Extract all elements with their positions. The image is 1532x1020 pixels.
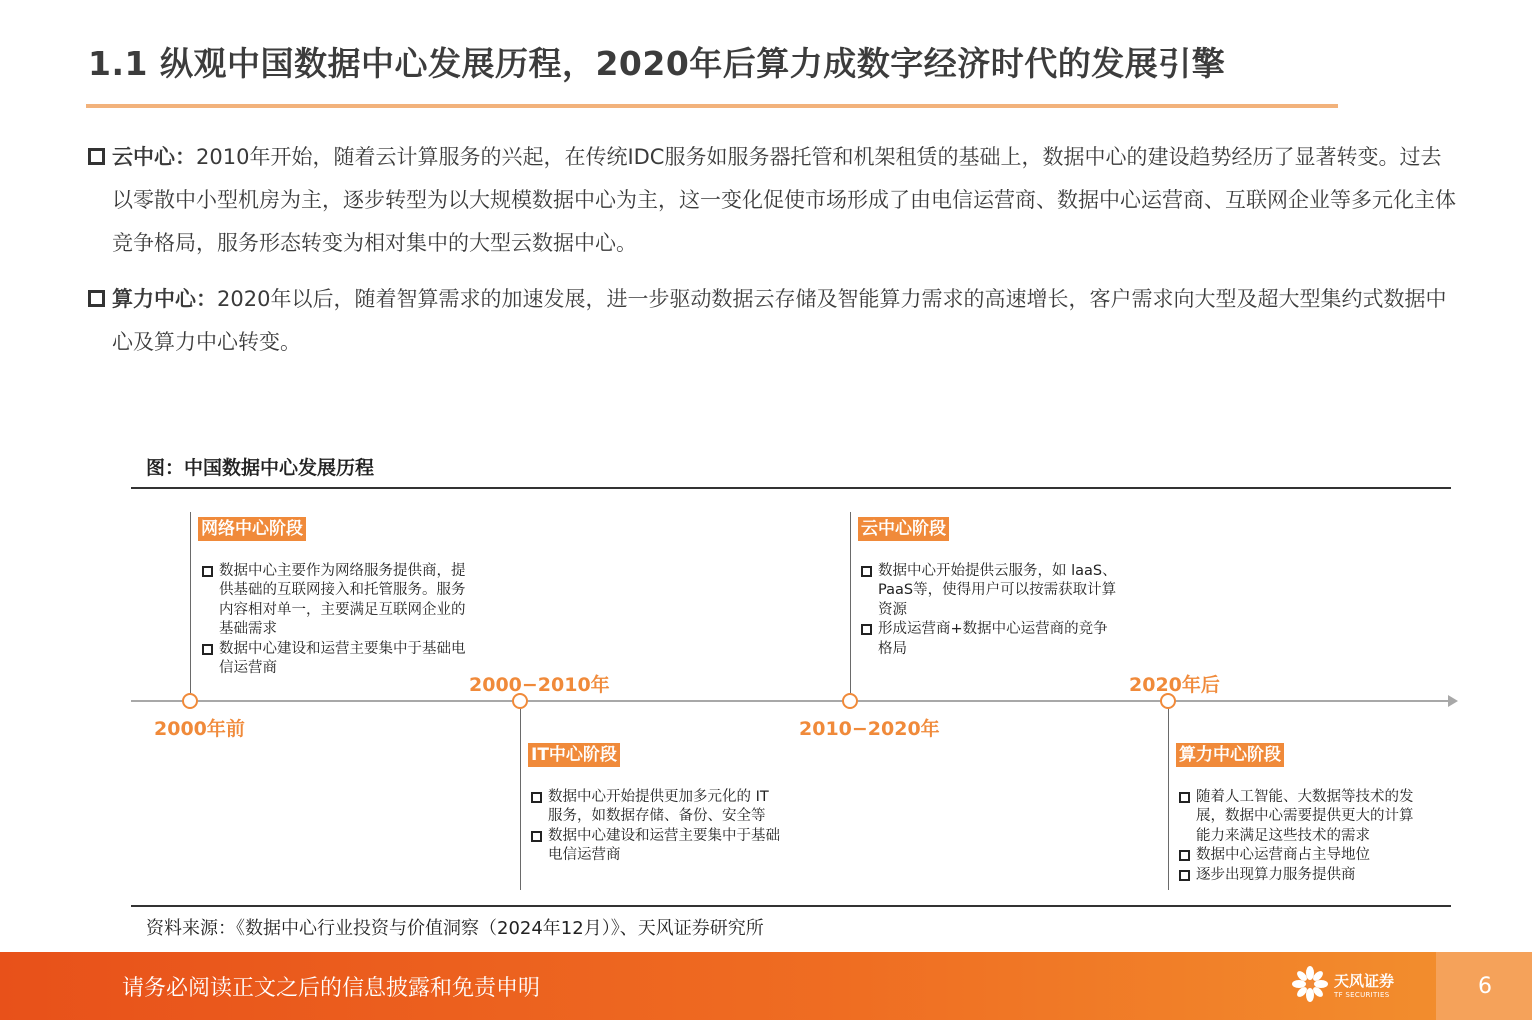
timeline-connector xyxy=(190,512,191,700)
stage-label-it: IT中心阶段 xyxy=(528,743,620,767)
page-number: 6 xyxy=(1478,974,1492,999)
timeline-node xyxy=(842,693,858,709)
bullet-text-block xyxy=(88,278,1458,364)
period-label: 2000−2010年 xyxy=(469,674,610,696)
figure-top-rule xyxy=(131,487,1451,489)
checkbox-square-icon xyxy=(88,148,105,165)
square-bullet-icon xyxy=(861,624,872,635)
bullet-cloud-center xyxy=(88,136,1458,265)
timeline-connector xyxy=(520,702,521,890)
period-label: 2010−2020年 xyxy=(799,718,940,740)
stage-label-network: 网络中心阶段 xyxy=(198,517,306,541)
brand-name: 天风证券 xyxy=(1334,972,1395,990)
square-bullet-icon xyxy=(861,566,872,577)
brand-subtitle: TF SECURITIES xyxy=(1334,991,1390,999)
list-item: 数据中心建设和运营主要集中于基础电信运营商 xyxy=(531,827,781,866)
bullet-heading: 云中心： xyxy=(112,145,196,169)
figure-title: 图：中国数据中心发展历程 xyxy=(146,457,375,479)
list-item: 数据中心开始提供更加多元化的 IT 服务，如数据存储、备份、安全等 xyxy=(531,788,781,827)
bullet-body: 2010年开始，随着云计算服务的兴起，在传统IDC服务如服务器托管和机架租赁的基础上，数据中心的建设趋势经历了显著转变。过去以零散中小型机房为主，逐步转型为以大规模数据中心为主，这一变化促使市场形成了由电信运营商、数据中心运营商、互联网企业等多元化主体竞争格局，服务形态转变为相对集中的大型云数据中心。 xyxy=(112,145,1456,255)
list-item: 形成运营商+数据中心运营商的竞争格局 xyxy=(861,620,1119,659)
timeline-axis xyxy=(131,700,1451,702)
stage-list-network xyxy=(202,562,472,678)
list-item: 数据中心建设和运营主要集中于基础电信运营商 xyxy=(202,640,472,679)
square-bullet-icon xyxy=(202,566,213,577)
title-divider xyxy=(86,104,1338,108)
timeline-node xyxy=(182,693,198,709)
list-item: 逐步出现算力服务提供商 xyxy=(1179,866,1427,885)
checkbox-square-icon xyxy=(88,290,105,307)
square-bullet-icon xyxy=(1179,870,1190,881)
list-item: 数据中心运营商占主导地位 xyxy=(1179,846,1427,865)
flower-logo-icon xyxy=(1290,964,1330,1004)
period-label: 2000年前 xyxy=(154,718,245,740)
square-bullet-icon xyxy=(531,792,542,803)
bullet-heading: 算力中心： xyxy=(112,287,217,311)
brand-logo xyxy=(1290,962,1410,1010)
bullet-compute-center xyxy=(88,278,1458,364)
stage-label-cloud: 云中心阶段 xyxy=(858,517,949,541)
timeline-connector xyxy=(1168,702,1169,890)
period-label: 2020年后 xyxy=(1129,674,1220,696)
footer-disclaimer: 请务必阅读正文之后的信息披露和免责申明 xyxy=(122,976,541,1001)
square-bullet-icon xyxy=(1179,792,1190,803)
square-bullet-icon xyxy=(1179,850,1190,861)
list-item: 随着人工智能、大数据等技术的发展，数据中心需要提供更大的计算能力来满足这些技术的需求 xyxy=(1179,788,1427,846)
figure-source: 资料来源：《数据中心行业投资与价值洞察（2024年12月）》、天风证券研究所 xyxy=(146,918,764,939)
stage-list-cloud xyxy=(861,562,1119,659)
square-bullet-icon xyxy=(531,831,542,842)
figure-bottom-rule xyxy=(131,905,1451,907)
page-title: 1.1 纵观中国数据中心发展历程，2020年后算力成数字经济时代的发展引擎 xyxy=(88,44,1226,83)
bullet-text-block xyxy=(88,136,1458,265)
list-item: 数据中心开始提供云服务，如 laaS、PaaS等，使得用户可以按需获取计算资源 xyxy=(861,562,1119,620)
stage-list-compute xyxy=(1179,788,1427,885)
stage-list-it xyxy=(531,788,781,866)
stage-label-compute: 算力中心阶段 xyxy=(1176,743,1284,767)
timeline-arrow-icon xyxy=(1448,695,1458,707)
list-item: 数据中心主要作为网络服务提供商，提供基础的互联网接入和托管服务。服务内容相对单一，主要满足互联网企业的基础需求 xyxy=(202,562,472,640)
timeline-connector xyxy=(850,512,851,700)
square-bullet-icon xyxy=(202,644,213,655)
bullet-body: 2020年以后，随着智算需求的加速发展，进一步驱动数据云存储及智能算力需求的高速增长，客户需求向大型及超大型集约式数据中心及算力中心转变。 xyxy=(112,287,1447,354)
